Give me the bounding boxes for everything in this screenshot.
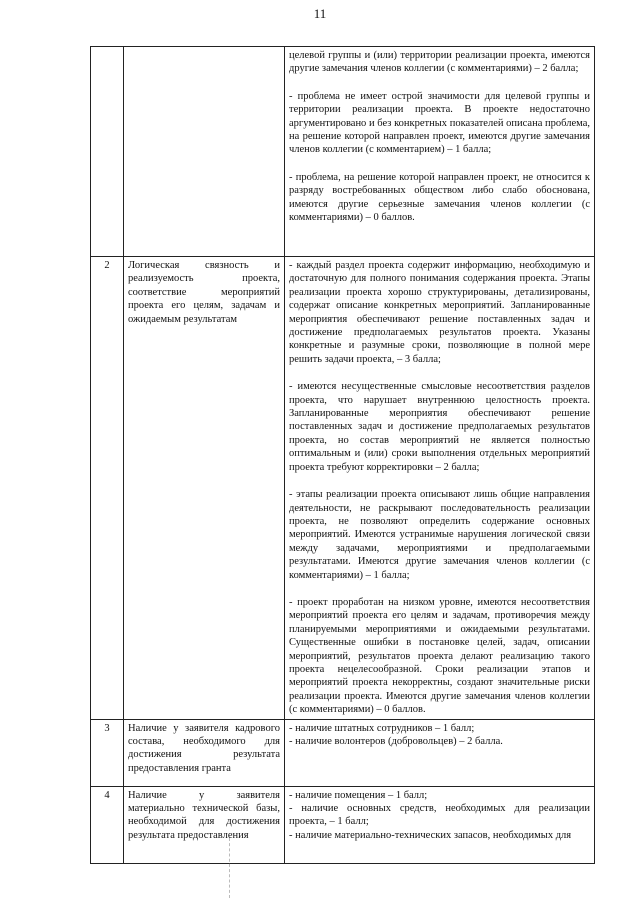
scoring-paragraph: - наличие помещения – 1 балл; - наличие основных средств, необходимых для реализации проекта, – 1 балл; - наличие материально-технических запасов, необходимых для bbox=[289, 789, 590, 841]
scoring-description bbox=[285, 786, 595, 863]
criteria-table bbox=[90, 46, 595, 864]
page-number: 11 bbox=[313, 6, 327, 21]
scan-artifact-line bbox=[229, 838, 231, 898]
row-number bbox=[91, 47, 124, 257]
table-row bbox=[91, 719, 595, 786]
row-number: 4 bbox=[91, 786, 124, 863]
scoring-description bbox=[285, 719, 595, 786]
scoring-description bbox=[285, 47, 595, 257]
scoring-description bbox=[285, 257, 595, 720]
criterion-name bbox=[124, 47, 285, 257]
table-row bbox=[91, 47, 595, 257]
table-row bbox=[91, 786, 595, 863]
scoring-paragraph: - этапы реализации проекта описывают лишь общие направления деятельности, не раскрывают последовательность реализации проекта, не позволяют определить содержание основных мероприятий. Имеются устранимые нарушения логической связи между задачами, мероприятиями и предполагаемыми результатами. Имеются другие замечания членов коллегии (с комментариями) – 1 балла; bbox=[289, 489, 590, 581]
table-row bbox=[91, 257, 595, 720]
scoring-paragraph: - каждый раздел проекта содержит информацию, необходимую и достаточную для полного понимания содержания проекта. Этапы реализации проекта хорошо структурированы, детализированы, содержат описание конкретных мероприятий. Запланированные мероприятия обеспечивают решение поставленных задач и достижение предполагаемых результатов проекта. Указаны конкретные и разумные сроки, позволяющие в полной мере решить задачи проекта, – 3 балла; bbox=[289, 260, 590, 365]
scoring-paragraph: - имеются несущественные смысловые несоответствия разделов проекта, что нарушает внутреннюю целостность проекта. Запланированные мероприятия обеспечивают решение поставленных задач и достижение предполагаемых результатов проекта, но состав мероприятий не является полностью оптимальным и (или) сроки выполнения отдельных мероприятий проекта требуют корректировки – 2 балла; bbox=[289, 381, 590, 473]
criterion-name: Наличие у заявителя кадрового состава, необходимого для достижения результата предоставления гранта bbox=[124, 719, 285, 786]
criterion-name: Логическая связность и реализуемость проекта, соответствие мероприятий проекта его целям, задачам и ожидаемым результатам bbox=[124, 257, 285, 720]
criterion-name: Наличие у заявителя материально технической базы, необходимой для достижения результата предоставления bbox=[124, 786, 285, 863]
row-number: 3 bbox=[91, 719, 124, 786]
scoring-paragraph: - наличие штатных сотрудников – 1 балл; - наличие волонтеров (добровольцев) – 2 балла. bbox=[289, 722, 503, 747]
row-number: 2 bbox=[91, 257, 124, 720]
criteria-table-body bbox=[91, 47, 595, 864]
scoring-paragraph: - проект проработан на низком уровне, имеются несоответствия мероприятий проекта его целям и задачам, противоречия между планируемыми мероприятиями и ожидаемыми результатами. Существенные ошибки в постановке целей, задач, описании мероприятий, результатов проекта делают реализацию такого проекта нецелесообразной. Сроки реализации этапов и мероприятий проекта некорректны, создают значительные риски реализации проекта. Имеются другие замечания членов коллегии (с комментариями) – 0 баллов. bbox=[289, 596, 590, 716]
scoring-paragraph: - проблема, на решение которой направлен проект, не относится к разряду востребованных обществом либо слабо обоснована, имеются другие серьезные замечания членов коллегии (с комментариями) – 0 баллов. bbox=[289, 171, 590, 224]
scoring-paragraph: - проблема не имеет острой значимости для целевой группы и территории реализации проекта. В проекте недостаточно аргументировано и без конкретных показателей описана проблема, на решение которой направлен проект, имеются другие замечания членов коллегии (с комментарием) – 1 балла; bbox=[289, 90, 590, 156]
scoring-paragraph: целевой группы и (или) территории реализации проекта, имеются другие замечания членов коллегии (с комментариями) – 2 балла; bbox=[289, 50, 590, 75]
